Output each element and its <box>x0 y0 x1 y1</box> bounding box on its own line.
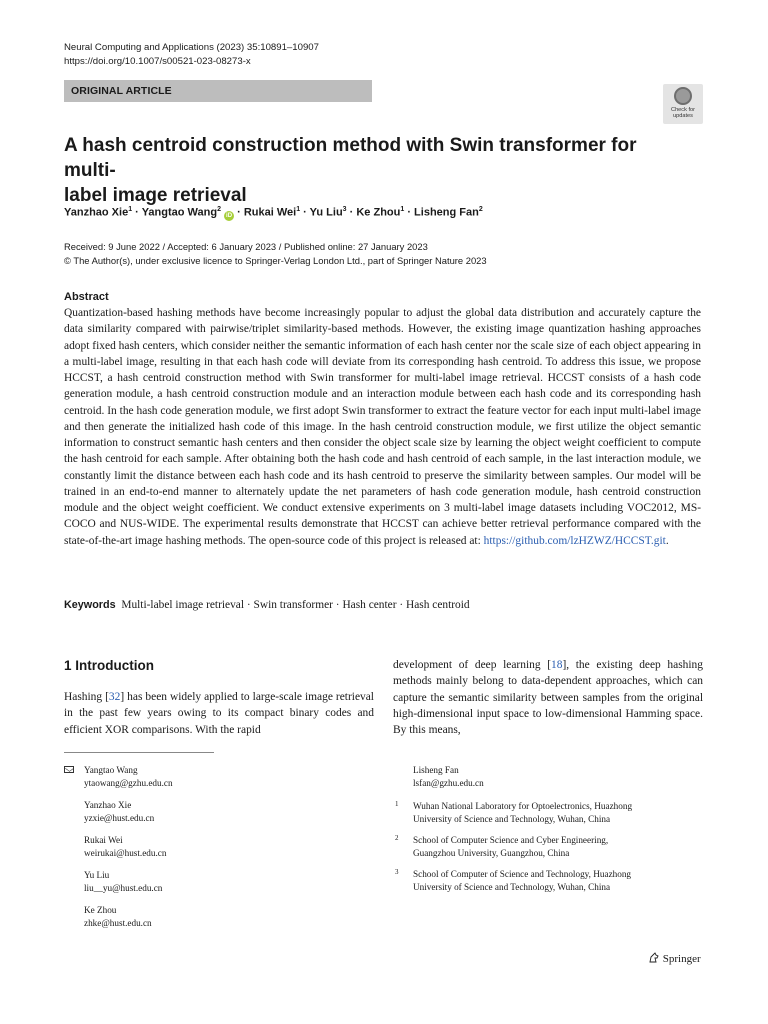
intro-text: development of deep learning [ <box>393 659 551 671</box>
author-affil: 2 <box>478 206 483 213</box>
affiliation-number: 1 <box>395 800 399 808</box>
author-name: Lisheng Fan <box>414 206 479 219</box>
copyright-line: © The Author(s), under exclusive licence to Springer-Verlag London Ltd., part of Springer Nature 2023 <box>64 255 487 266</box>
contact-name: Lisheng Fan <box>413 765 459 775</box>
orcid-icon[interactable]: iD <box>226 212 233 219</box>
abstract-heading: Abstract <box>64 291 109 303</box>
affiliation-entry <box>393 834 723 860</box>
author-affil: 1 <box>400 206 405 213</box>
affiliations <box>393 800 723 894</box>
affiliation-line: School of Computer Science and Cyber Engineering, <box>413 835 609 845</box>
keyword-sep: · <box>332 599 343 611</box>
author-affil: 3 <box>342 206 347 213</box>
affiliation-line: School of Computer of Science and Technology, Huazhong <box>413 869 632 879</box>
intro-text: ], the existing deep hashing methods mainly belong to data-dependent approaches, which can capture the semantic similarity between samples from the original high-dimensional input space to low-dimensional Hamming space. By this means, <box>393 659 703 736</box>
springer-horse-icon <box>648 952 660 964</box>
contact-entry <box>84 764 364 790</box>
keyword: Hash centroid <box>406 599 470 611</box>
contact-email[interactable]: liu__yu@hust.edu.cn <box>84 883 163 893</box>
affiliation-number: 2 <box>395 834 399 842</box>
keyword: Swin transformer <box>253 599 333 611</box>
affiliation-line: Wuhan National Laboratory for Optoelectronics, Huazhong <box>413 801 633 811</box>
affiliation-entry <box>393 800 723 826</box>
intro-text: Hashing [ <box>64 691 109 703</box>
contact-entry <box>84 869 364 895</box>
citation-link[interactable]: 32 <box>108 691 121 703</box>
author-name: Yanzhao Xie <box>64 206 129 219</box>
author-name: Yangtao Wang <box>141 206 218 219</box>
github-link[interactable]: https://github.com/lzHZWZ/HCCST.git <box>483 534 666 547</box>
keywords-label: Keywords <box>64 599 116 611</box>
contact-name: Yanzhao Xie <box>84 800 132 810</box>
journal-citation: Neural Computing and Applications (2023) 35:10891–10907 <box>64 42 319 53</box>
contacts-left <box>84 764 364 939</box>
contact-name: Yangtao Wang <box>84 765 138 775</box>
contact-email[interactable]: ytaowang@gzhu.edu.cn <box>84 778 173 788</box>
author-name: Yu Liu <box>309 206 343 219</box>
footnote-divider <box>64 752 214 753</box>
keyword: Hash center <box>342 599 397 611</box>
bookmark-icon <box>674 87 692 105</box>
contact-email[interactable]: zhke@hust.edu.cn <box>84 918 152 928</box>
doi-link[interactable]: https://doi.org/10.1007/s00521-023-08273-x <box>64 56 251 67</box>
contact-email[interactable]: yzxie@hust.edu.cn <box>84 813 155 823</box>
keyword-sep: · <box>396 599 407 611</box>
intro-left-column <box>64 689 374 738</box>
publication-dates <box>64 240 704 268</box>
affiliation-entry <box>393 868 723 894</box>
dates-line: Received: 9 June 2022 / Accepted: 6 January 2023 / Published online: 27 January 2023 <box>64 241 428 252</box>
citation-link[interactable]: 18 <box>551 659 563 671</box>
publisher-logo <box>648 952 701 966</box>
contact-entry <box>84 904 364 930</box>
check-for-updates-badge[interactable] <box>663 84 703 124</box>
affiliation-line: University of Science and Technology, Wuhan, China <box>413 882 611 892</box>
abstract-body <box>64 305 701 549</box>
contact-name: Ke Zhou <box>84 905 117 915</box>
section-heading-introduction: 1 Introduction <box>64 658 154 673</box>
paper-title <box>64 133 674 208</box>
keywords <box>64 597 470 613</box>
abstract-text: Quantization-based hashing methods have become increasingly popular to adjust the global data distribution and accurately capture the data similarity compared with pairwise/triplet similarity-based methods. However, the existing image quantization hashing approaches adopt fixed hash centers, which consider neither the semantic information of each hash center nor the scale size of each object appearing in a multi-label image, resulting in that each hash code will deviate from its corresponding hash centroid. To address this issue, we propose HCCST, a hash centroid construction method with Swin transformer for multi-label image retrieval. HCCST consists of a hash code generation module, a hash centroid construction module and an interaction module between each hash code and its corresponding hash centroid. In the hash code generation module, we first adopt Swin transformer to extract the feature vector for each input multi-label image and then generate the initialized hash code of this image. In the hash centroid construction module, we first utilize the object semantic information to construct semantic hash centers and then consider the object scale size by learning the object weight coefficient to compute the hash centroid for each sample. After obtaining both the hash code and hash centroid of each sample, in the last interaction module, we constantly limit the distance between each hash code and its hash centroid to preserve the similarity between samples. Our model will be trained in an end-to-end manner to alternately update the net parameters of hash code generation module, hash centroid construction module and the object weight coefficient. We conduct extensive experiments on 3 multi-label image datasets including VOC2012, MS-COCO and NUS-WIDE. The experimental results demonstrate that HCCST can achieve better retrieval performance compared with the state-of-the-art image hashing methods. The open-source code of this project is released at: <box>64 307 701 547</box>
badge-label-1: Check for <box>671 107 695 113</box>
contact-email[interactable]: weirukai@hust.edu.cn <box>84 848 167 858</box>
author-name: Ke Zhou <box>356 206 401 219</box>
contact-entry <box>84 834 364 860</box>
publisher-name: Springer <box>662 953 701 965</box>
keyword: Multi-label image retrieval <box>121 599 245 611</box>
contact-email[interactable]: lsfan@gzhu.edu.cn <box>413 778 484 788</box>
title-line-2: label image retrieval <box>64 185 247 206</box>
badge-label-2: updates <box>673 113 693 119</box>
contact-name: Rukai Wei <box>84 835 123 845</box>
contact-name: Yu Liu <box>84 870 110 880</box>
intro-right-column <box>393 657 703 738</box>
contact-entry <box>84 799 364 825</box>
author-name: Rukai Wei <box>243 206 297 219</box>
affiliation-number: 3 <box>395 868 399 876</box>
title-line-1: A hash centroid construction method with Swin transformer for multi- <box>64 135 637 181</box>
envelope-icon <box>64 766 74 773</box>
abstract-end: . <box>665 534 669 547</box>
affiliation-line: University of Science and Technology, Wuhan, China <box>413 814 611 824</box>
affiliation-line: Guangzhou University, Guangzhou, China <box>413 848 570 858</box>
author-affil: 1 <box>296 206 301 213</box>
keyword-sep: · <box>244 599 254 611</box>
author-affil: 2 <box>217 206 221 213</box>
author-list: Yanzhao Xie$^1$ · Yangtao Wang$^2$ iD · Rukai Wei$^1$ · Yu Liu$^3$ · Ke Zhou$^1$ · Lisheng Fan$^2$ <box>64 206 483 219</box>
article-type-banner: ORIGINAL ARTICLE <box>64 80 372 102</box>
author-affil: 1 <box>128 206 133 213</box>
contacts-right <box>413 764 713 790</box>
intro-text: ] has been widely applied to large-scale image retrieval in the past few years owing to its compact binary codes and efficient XOR comparisons. With the rapid <box>64 691 374 736</box>
